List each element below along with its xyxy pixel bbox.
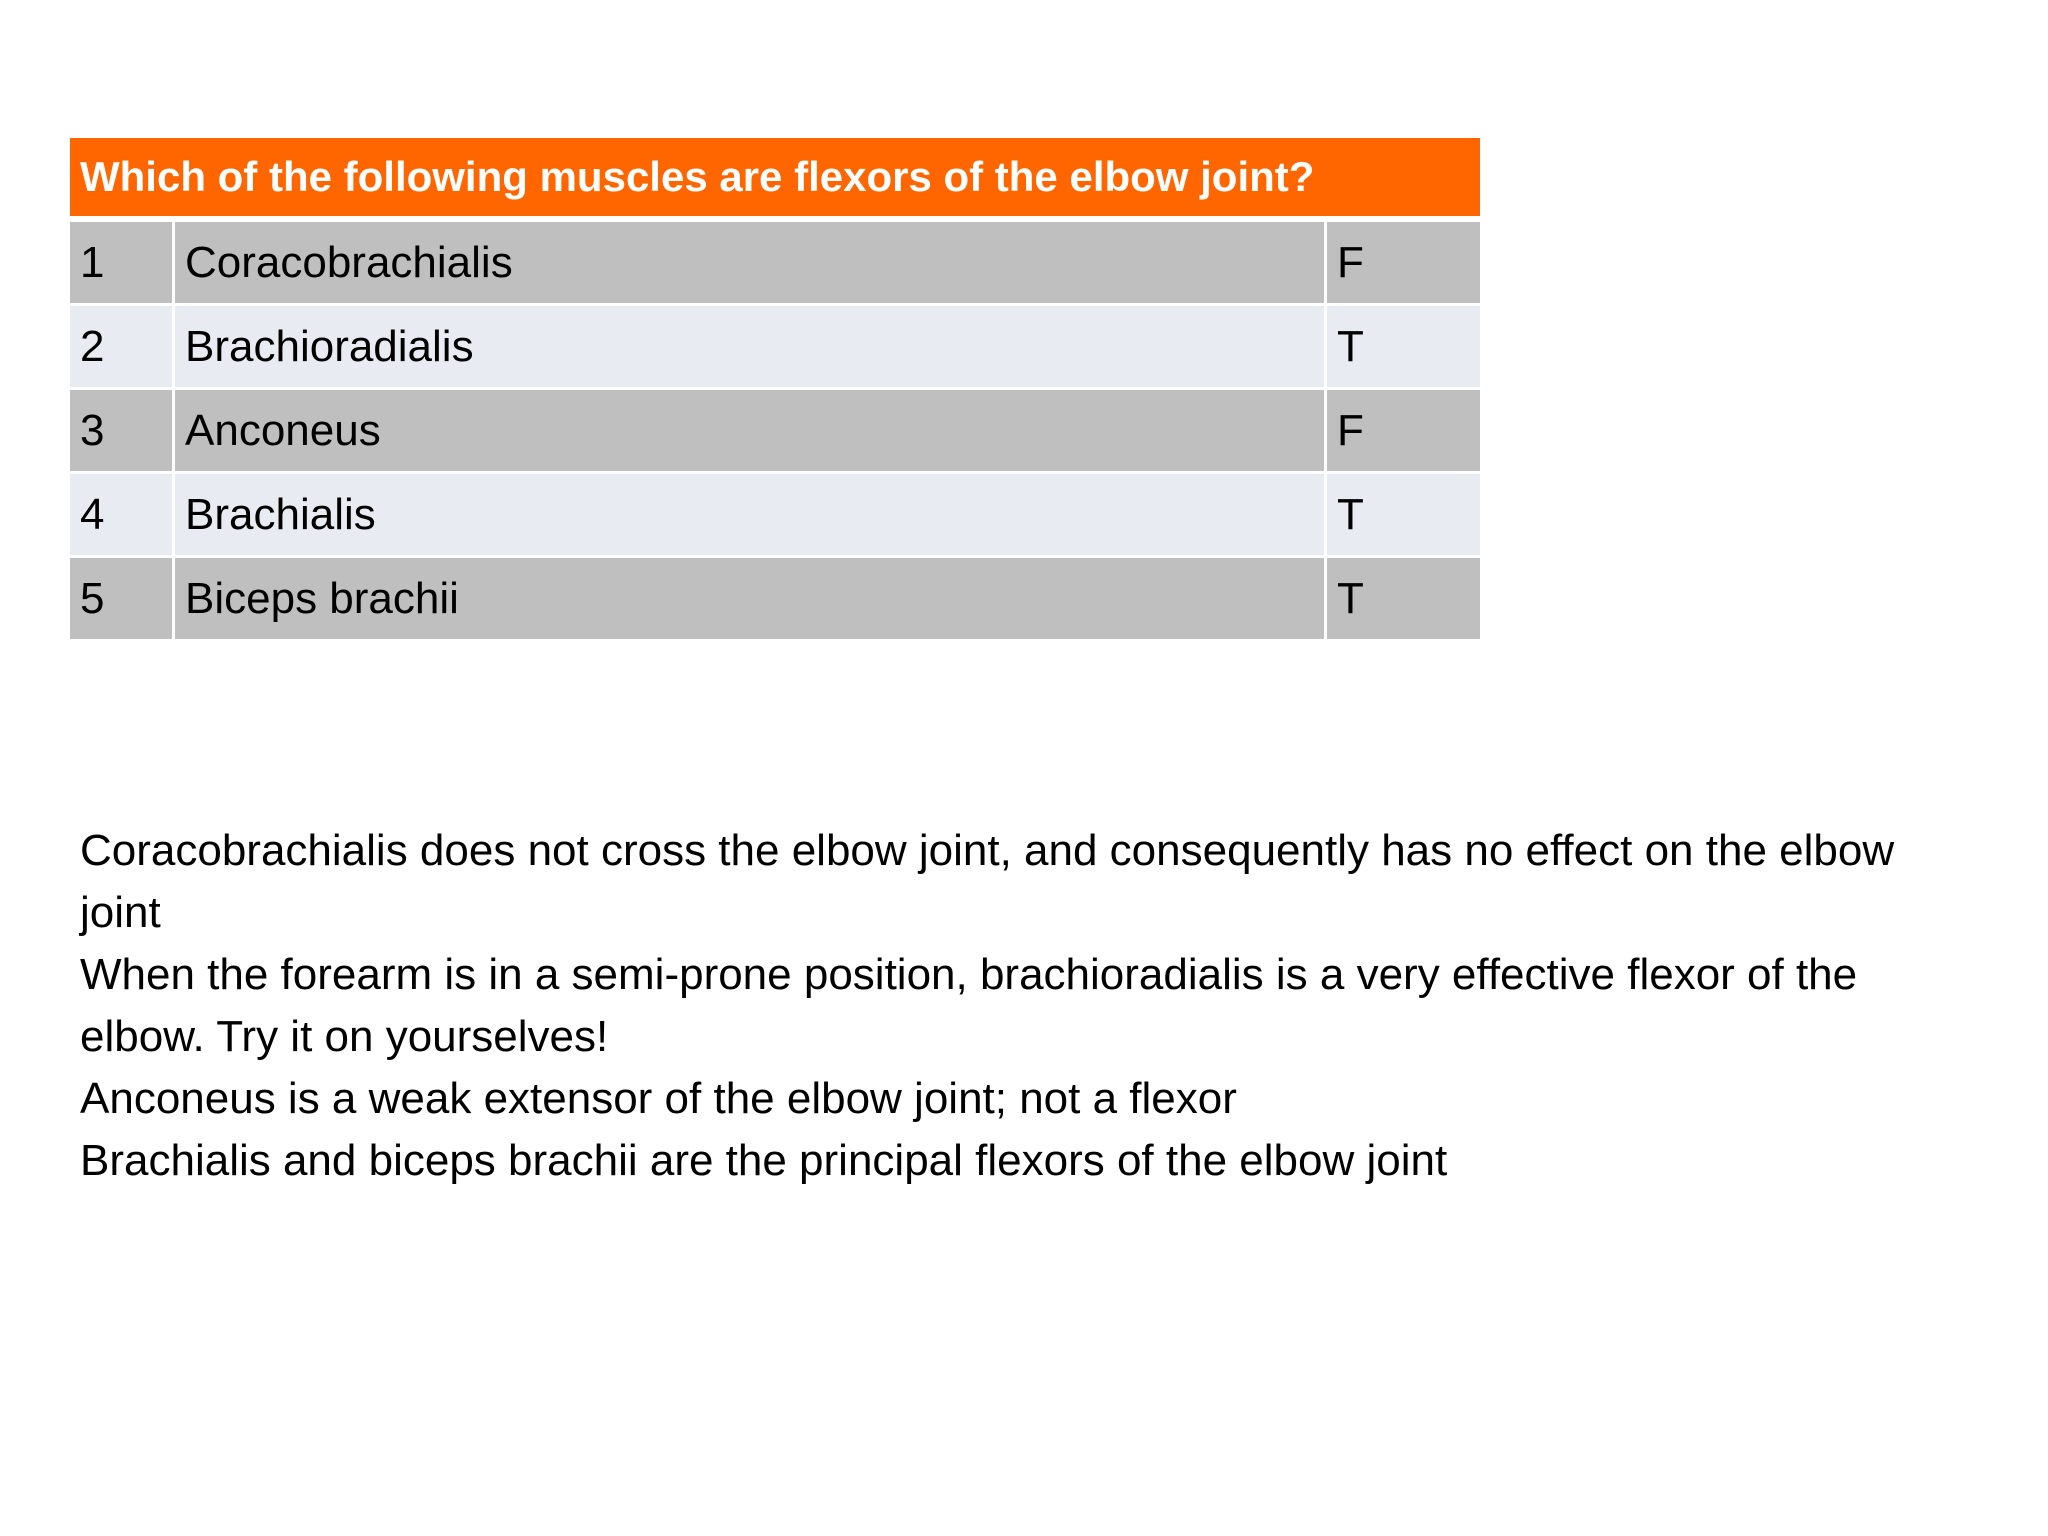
explanation-text [80,820,1960,1192]
table-row [70,474,1480,558]
explanation-line: Coracobrachialis does not cross the elbow joint, and consequently has no effect on the elbow joint [80,826,1895,937]
table-row [70,222,1480,306]
explanation-line: Brachialis and biceps brachii are the principal flexors of the elbow joint [80,1136,1448,1185]
explanation-line: Anconeus is a weak extensor of the elbow joint; not a flexor [80,1074,1237,1123]
answer-rows [70,222,1480,642]
explanation-line: When the forearm is in a semi-prone position, brachioradialis is a very effective flexor of the elbow. Try it on yourselves! [80,950,1858,1061]
answer-value: T [1337,574,1364,623]
muscle-name: Coracobrachialis [175,222,1327,303]
question-table [70,138,1480,642]
muscle-name: Anconeus [175,390,1327,471]
row-number: 4 [70,474,175,555]
muscle-name: Biceps brachii [175,558,1327,639]
table-row [70,558,1480,642]
row-number: 1 [70,222,175,303]
table-row [70,306,1480,390]
answer-value: T [1337,322,1364,371]
row-number: 3 [70,390,175,471]
answer-value: F [1337,406,1364,455]
muscle-name: Brachialis [175,474,1327,555]
muscle-name: Brachioradialis [175,306,1327,387]
answer-value: T [1337,490,1364,539]
answer-value: F [1337,238,1364,287]
row-number: 2 [70,306,175,387]
question-title: Which of the following muscles are flexors of the elbow joint? [70,138,1480,216]
row-number: 5 [70,558,175,639]
table-row [70,390,1480,474]
